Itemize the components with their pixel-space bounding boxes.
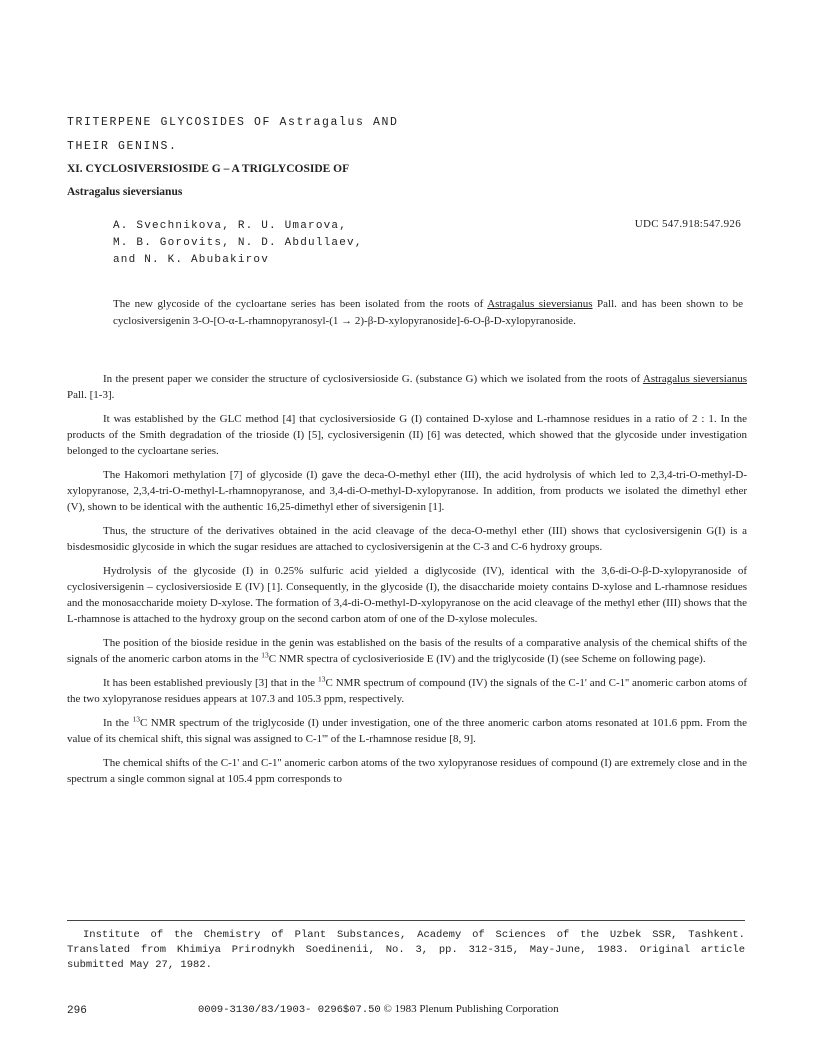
paragraph-8-text-b: C NMR spectrum of the triglycoside (I) under investigation, one of the three anomeric carbon atoms resonated at 101.6 ppm. From the value of its chemical shift, this signal was assigned to C-1''' of the L-rhamnose residue [8, 9]. bbox=[67, 717, 748, 745]
paragraph-8-text-a: In the bbox=[103, 717, 133, 729]
paragraph-7-text-a: It has been established previously [3] that in the bbox=[103, 677, 318, 689]
author-line-1: A. Svechnikova, R. U. Umarova, bbox=[113, 220, 348, 232]
paragraph-6-text-b: C NMR spectra of cyclosiverioside E (IV) and the triglycoside (I) (see Scheme on following page). bbox=[268, 653, 706, 665]
abstract bbox=[113, 296, 743, 330]
paragraph-7 bbox=[67, 675, 747, 707]
paragraph-6-sup: 13 bbox=[261, 650, 269, 660]
paragraph-1-text-a: In the present paper we consider the structure of cyclosiversioside G. (substance G) which we isolated from the roots of bbox=[103, 373, 643, 385]
author-line-2: M. B. Gorovits, N. D. Abdullaev, bbox=[113, 237, 363, 249]
paragraph-1-species: Astragalus sieversianus bbox=[642, 373, 747, 385]
abstract-text-a: The new glycoside of the cycloartane series has been isolated from the roots of bbox=[113, 298, 488, 310]
paragraph-2: It was established by the GLC method [4] that cyclosiversioside G (I) contained D-xylose and L-rhamnose residues in a ratio of 2 : 1. In the products of the Smith degradation of the trioside (I) [5], cyclosiversigenin (II) [6] was detected, which showed that the glycoside under investigation belonged to the cycloartane series. bbox=[67, 413, 747, 457]
paragraph-6 bbox=[67, 635, 747, 667]
article-code: 0009-3130/83/1903- 0296$07.50 bbox=[198, 1004, 381, 1016]
abstract-text-b: Pall. and has been shown to be cyclosiversigenin 3-O-[O-α-L-rhamnopyranosyl-(1 → 2)-β-D-xylopyranoside]-6-O-β-D-xylopyranoside. bbox=[113, 298, 743, 327]
udc-code: UDC 547.918:547.926 bbox=[634, 218, 741, 230]
paragraph-6-text-a: The position of the bioside residue in the genin was established on the basis of the results of a comparative analysis of the chemical shifts of the signals of the anomeric carbon atoms in the bbox=[67, 637, 747, 665]
paragraph-1-text-b: Pall. [1-3]. bbox=[67, 389, 115, 401]
abstract-species: Astragalus sieversianus bbox=[487, 298, 593, 310]
body-text bbox=[67, 371, 747, 795]
paragraph-9: The chemical shifts of the C-1' and C-1'' anomeric carbon atoms of the two xylopyranose residues of compound (I) are extremely close and in the spectrum a single common signal at 105.4 ppm corresponds to bbox=[67, 757, 747, 785]
paragraph-8-sup: 13 bbox=[132, 714, 140, 724]
subtitle-line-2: Astragalus sieversianus bbox=[67, 186, 183, 198]
page-number: 296 bbox=[67, 1005, 87, 1017]
paragraph-3: The Hakomori methylation [7] of glycoside (I) gave the deca-O-methyl ether (III), the acid hydrolysis of which led to 2,3,4-tri-O-methyl-D-xylopyranose, 2,3,4-tri-O-methyl-L-rhamnopyranose, and 3,4-di-O-methyl-D-xylopyranose. In addition, from products we isolated the dimethyl ether (V), shown to be identical with the authentic 16,25-dimethyl ether of siversigenin [1]. bbox=[67, 469, 747, 513]
footnote: Institute of the Chemistry of Plant Substances, Academy of Sciences of the Uzbek SSR, Tashkent. Translated from Khimiya Prirodnykh Soedinenii, No. 3, pp. 312-315, May-June, 1983. Original article submitted May 27, 1982. bbox=[67, 929, 745, 971]
author-line-3: and N. K. Abubakirov bbox=[113, 254, 270, 266]
paragraph-5: Hydrolysis of the glycoside (I) in 0.25% sulfuric acid yielded a diglycoside (IV), identical with the 3,6-di-O-β-D-xylopyranoside of cyclosiversigenin – cyclosiversioside E (IV) [1]. Consequently, in the glycoside (I), the disaccharide moiety contains D-xylose and L-rhamnose residues and the monosaccharide moiety D-xylose. The formation of 3,4-di-O-methyl-D-xylopyranose on the acid cleavage of the methyl ether (III) shows that the L-rhamnose is attached to the hydroxy group on the second carbon atom of one of the D-xylose molecules. bbox=[67, 565, 747, 625]
title-line-2: THEIR GENINS. bbox=[67, 140, 178, 153]
subtitle-line-1: XI. CYCLOSIVERSIOSIDE G – A TRIGLYCOSIDE OF bbox=[67, 163, 350, 175]
footnote-divider bbox=[67, 920, 745, 921]
title-line-1: TRITERPENE GLYCOSIDES OF Astragalus AND bbox=[67, 116, 399, 129]
paragraph-8 bbox=[67, 715, 747, 747]
copyright-text: © 1983 Plenum Publishing Corporation bbox=[383, 1003, 559, 1015]
paragraph-7-text-b: C NMR spectrum of compound (IV) the signals of the C-1' and C-1'' anomeric carbon atoms of the two xylopyranose residues appears at 107.3 and 105.3 ppm, respectively. bbox=[67, 677, 747, 705]
copyright-line bbox=[198, 1003, 559, 1016]
paragraph-7-sup: 13 bbox=[317, 674, 326, 684]
author-list bbox=[113, 218, 363, 269]
paragraph-4: Thus, the structure of the derivatives obtained in the acid cleavage of the deca-O-methyl ether (III) shows that cyclosiversigenin G(I) is a bisdesmosidic glycoside in which the sugar residues are attached to cyclosiversigenin at the C-3 and C-6 hydroxy groups. bbox=[67, 525, 747, 553]
paragraph-1 bbox=[67, 371, 747, 403]
